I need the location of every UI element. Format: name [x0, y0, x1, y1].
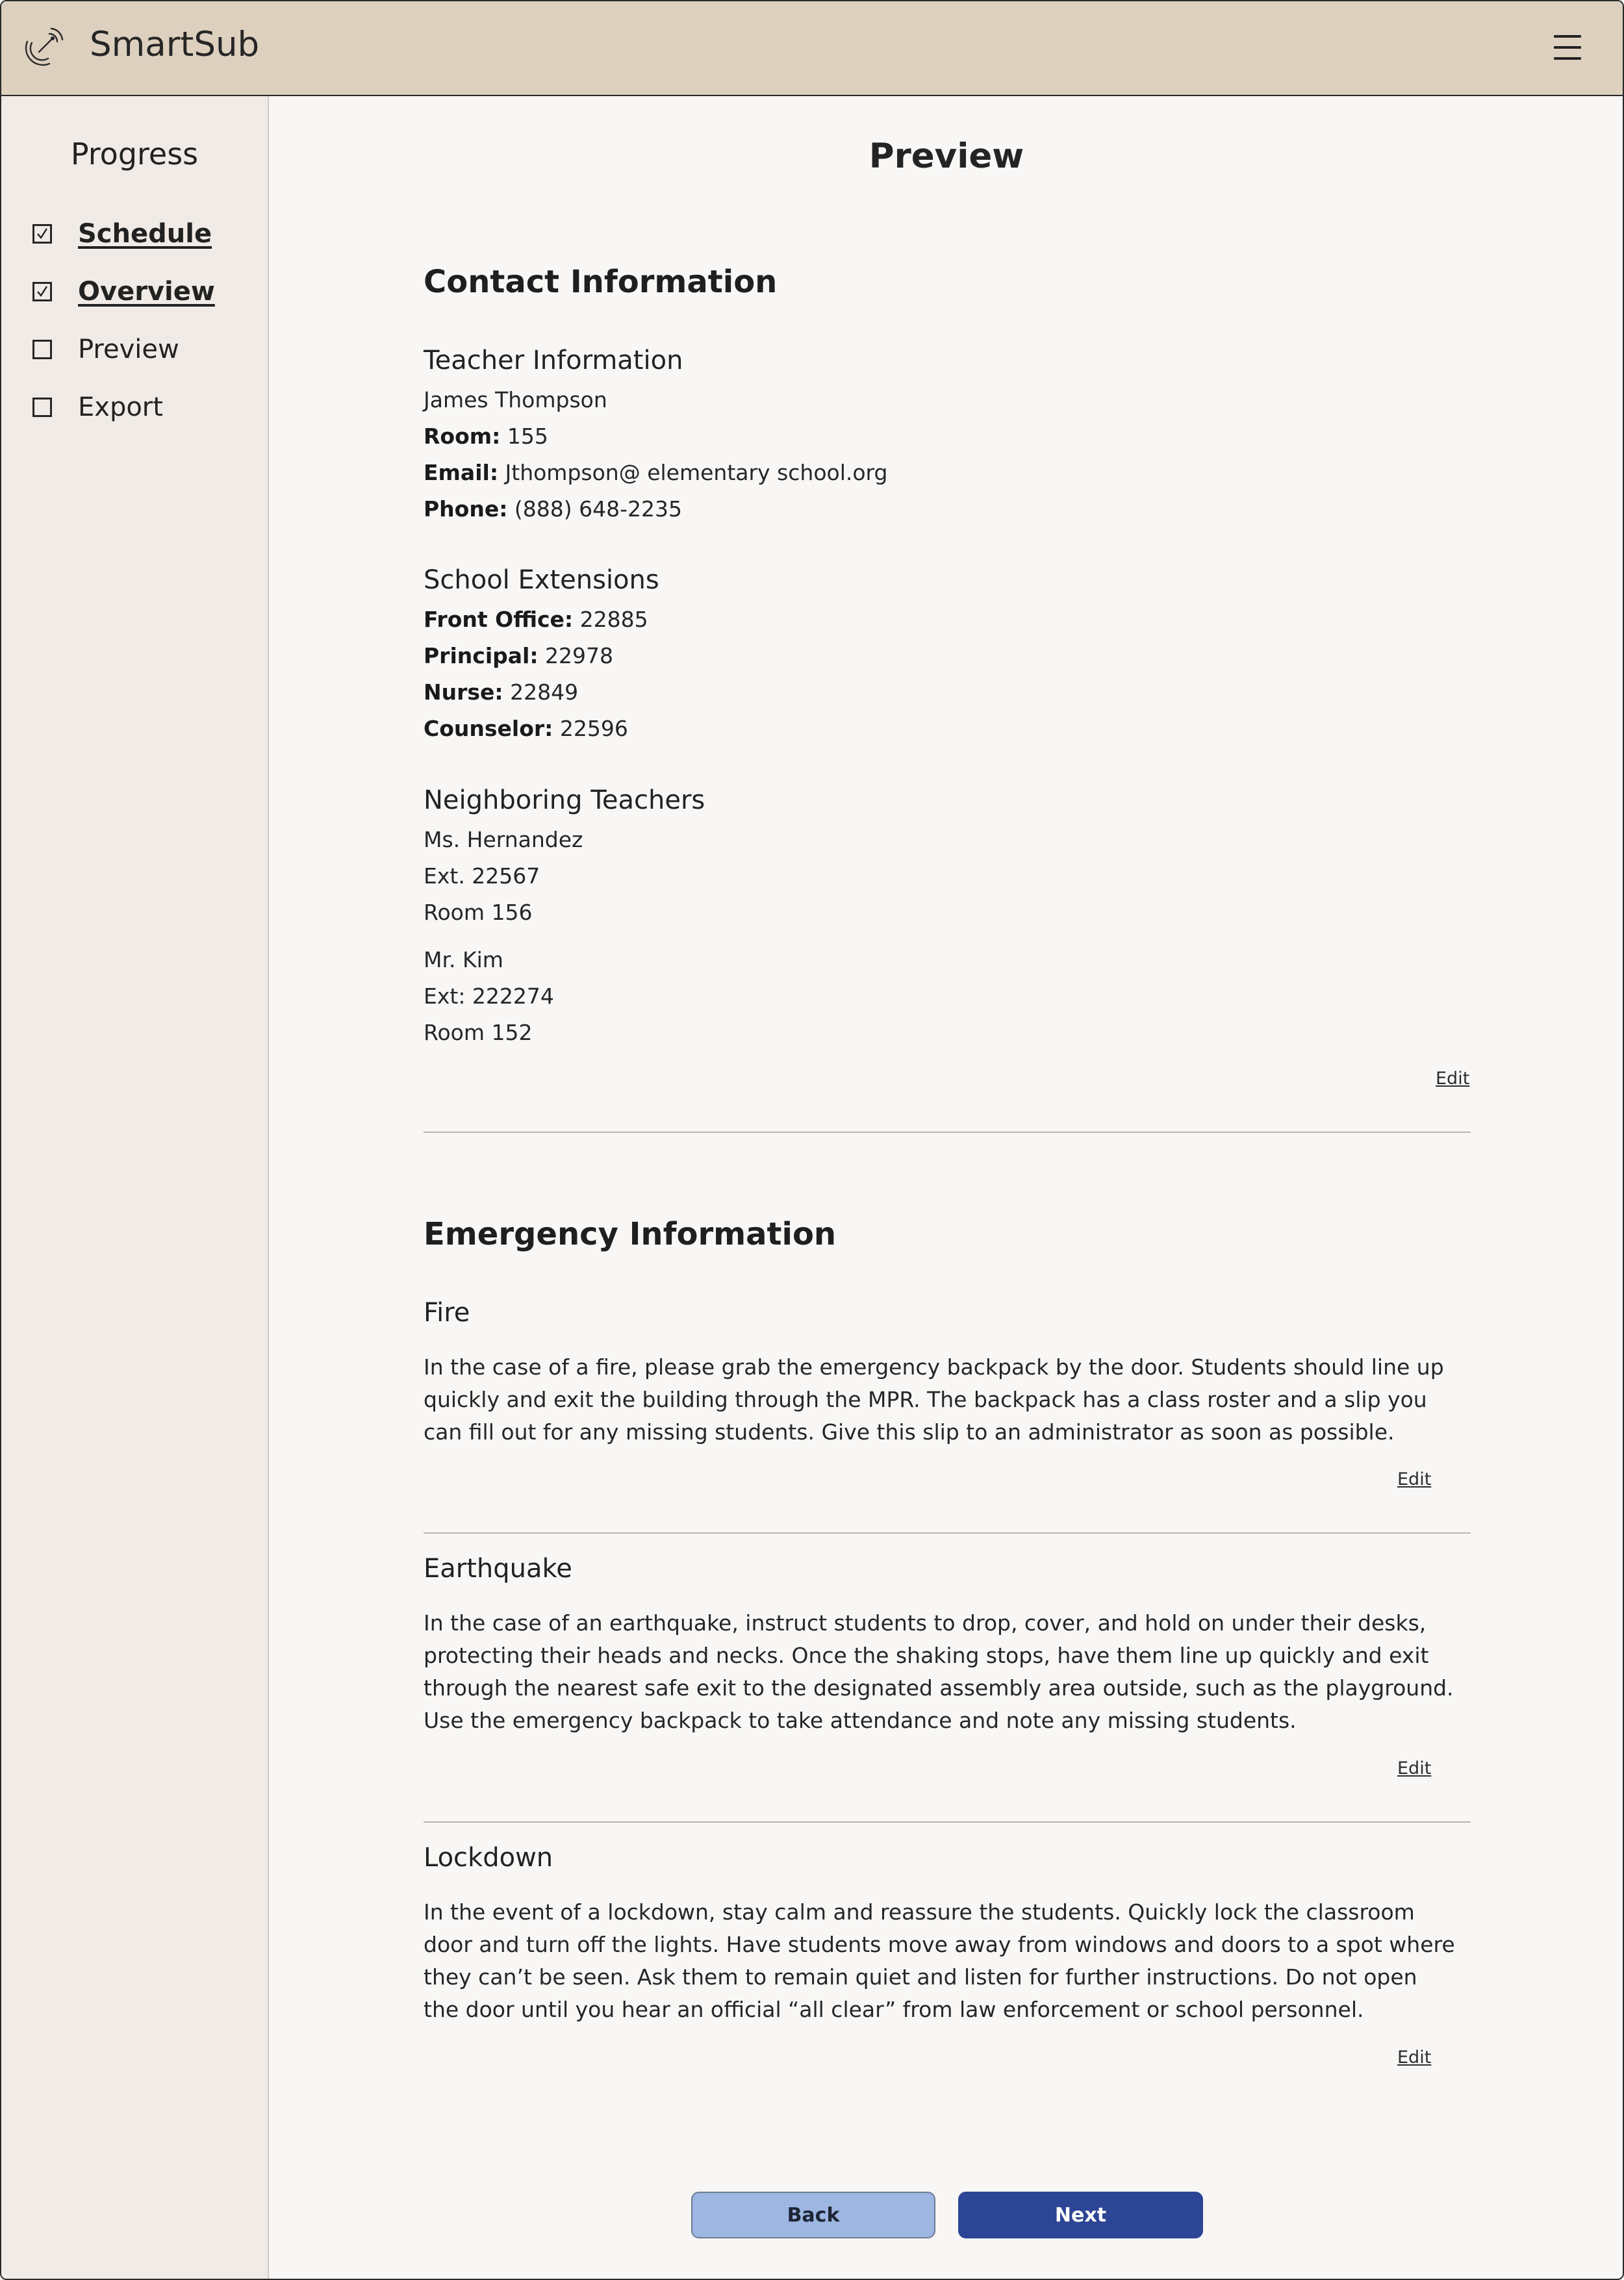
satellite-dish-icon[interactable]	[21, 26, 65, 70]
step-label[interactable]: Schedule	[78, 219, 212, 249]
top-bar	[1, 1, 1623, 96]
checkbox-unchecked[interactable]	[32, 340, 52, 359]
extension-counselor: Counselor: 22596	[424, 716, 628, 741]
app-title: SmartSub	[90, 25, 260, 64]
lockdown-instructions: In the event of a lockdown, stay calm and reassure the students. Quickly lock the classroom door and turn off the lights. Have students move away from windows and doors to a spot where they can’t be seen. Ask them to remain quiet and listen for further instructions. Do not open the door until you hear an official “all clear” from law enforcement or school personnel.	[424, 1899, 1455, 2022]
neighbor-room: Room 156	[424, 900, 533, 925]
extension-front-office: Front Office: 22885	[424, 607, 648, 632]
sidebar-step-overview[interactable]	[32, 272, 215, 311]
step-label: Export	[78, 392, 163, 422]
school-extensions-heading: School Extensions	[424, 565, 659, 595]
edit-contact-link[interactable]: Edit	[1436, 1069, 1470, 1089]
extension-principal: Principal: 22978	[424, 643, 614, 668]
teacher-name: James Thompson	[424, 387, 607, 412]
hamburger-menu-icon[interactable]	[1553, 34, 1584, 61]
earthquake-heading: Earthquake	[424, 1554, 572, 1584]
earthquake-instructions: In the case of an earthquake, instruct students to drop, cover, and hold on under their desks, protecting their heads and necks. Once the shaking stops, have them line up quickly and exit through the nearest safe exit to the designated assembly area outside, such as the playground. Use the emergency backpack to take attendance and note any missing students.	[424, 1610, 1454, 1733]
sidebar-step-export[interactable]	[32, 388, 163, 427]
sidebar-step-schedule[interactable]	[32, 214, 212, 253]
fire-heading: Fire	[424, 1298, 470, 1328]
neighbor-name: Mr. Kim	[424, 947, 503, 972]
edit-earthquake-link[interactable]: Edit	[1397, 1758, 1432, 1779]
section-divider	[424, 1132, 1471, 1133]
step-label[interactable]: Overview	[78, 277, 215, 307]
fire-instructions: In the case of a fire, please grab the emergency backpack by the door. Students should line up quickly and exit the building through the MPR. The backpack has a class roster and a slip you can fill out for any missing students. Give this slip to an administrator as soon as possible.	[424, 1354, 1444, 1445]
sidebar-step-preview[interactable]	[32, 330, 179, 369]
back-button[interactable]: Back	[691, 2192, 935, 2238]
teacher-email: Email: Jthompson@ elementary school.org	[424, 460, 888, 485]
progress-sidebar	[1, 96, 269, 2280]
lockdown-heading: Lockdown	[424, 1843, 553, 1873]
page-title: Preview	[869, 136, 1024, 176]
check-icon	[36, 285, 49, 298]
checkbox-checked[interactable]	[32, 282, 52, 301]
teacher-phone: Phone: (888) 648-2235	[424, 496, 683, 522]
contact-heading: Contact Information	[424, 264, 778, 300]
edit-fire-link[interactable]: Edit	[1397, 1469, 1432, 1489]
neighboring-teachers-heading: Neighboring Teachers	[424, 785, 705, 815]
sidebar-title: Progress	[70, 136, 199, 171]
neighbor-name: Ms. Hernandez	[424, 827, 583, 852]
neighbor-ext: Ext: 222274	[424, 983, 554, 1009]
section-divider	[424, 1821, 1471, 1823]
edit-lockdown-link[interactable]: Edit	[1397, 2047, 1432, 2068]
checkbox-unchecked[interactable]	[32, 398, 52, 417]
emergency-heading: Emergency Information	[424, 1216, 837, 1252]
checkbox-checked[interactable]	[32, 224, 52, 244]
next-button[interactable]: Next	[958, 2192, 1203, 2238]
check-icon	[36, 227, 49, 240]
section-divider	[424, 1532, 1471, 1534]
step-label: Preview	[78, 335, 179, 364]
neighbor-ext: Ext. 22567	[424, 863, 540, 889]
teacher-info-heading: Teacher Information	[424, 346, 683, 375]
teacher-room: Room: 155	[424, 424, 548, 449]
extension-nurse: Nurse: 22849	[424, 679, 579, 705]
neighbor-room: Room 152	[424, 1020, 533, 1045]
